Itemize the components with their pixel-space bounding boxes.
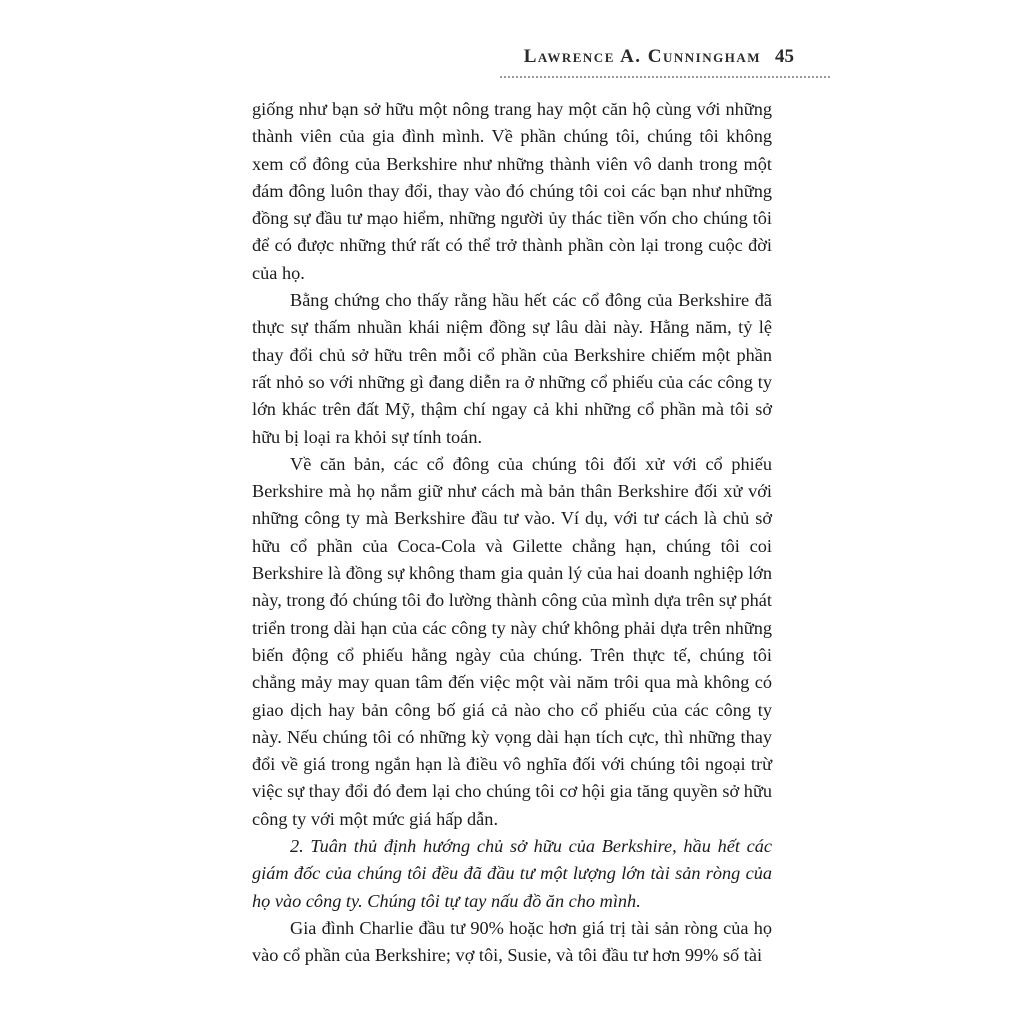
- paragraph-evidence: Bằng chứng cho thấy rằng hầu hết các cổ đông của Berkshire đã thực sự thấm nhuần khái niệm đồng sự lâu dài này. Hằng năm, tỷ lệ thay đổi chủ sở hữu trên mỗi cổ phần của Berkshire chiếm một phần rất nhỏ so với những gì đang diễn ra ở những cổ phiếu của các công ty lớn khác trên đất Mỹ, thậm chí ngay cả khi những cổ phần mà tôi sở hữu bị loại ra khỏi sự tính toán.: [252, 290, 772, 447]
- page-header: [500, 46, 830, 78]
- principle-heading: 2. Tuân thủ định hướng chủ sở hữu của Berkshire, hầu hết các giám đốc của chúng tôi đều đã đầu tư một lượng lớn tài sản ròng của họ vào công ty. Chúng tôi tự tay nấu đồ ăn cho mình.: [252, 836, 772, 911]
- page-number: 45: [775, 46, 794, 67]
- running-head: Lawrence A. Cunningham: [523, 46, 761, 67]
- body-text: [252, 96, 772, 970]
- paragraph-continuation: giống như bạn sở hữu một nông trang hay một căn hộ cùng với những thành viên của gia đình mình. Về phần chúng tôi, chúng tôi không xem cổ đông của Berkshire như những thành viên vô danh trong một đám đông luôn thay đổi, thay vào đó chúng tôi coi các bạn như những đồng sự đầu tư mạo hiểm, những người ủy thác tiền vốn cho chúng tôi để có được những thứ rất có thể trở thành phần còn lại trong cuộc đời của họ.: [252, 99, 772, 283]
- paragraph-fundamentals: Về căn bản, các cổ đông của chúng tôi đối xử với cổ phiếu Berkshire mà họ nắm giữ như cách mà bản thân Berkshire đối xử với những công ty mà Berkshire đầu tư vào. Ví dụ, với tư cách là chủ sở hữu cổ phần của Coca-Cola và Gilette chẳng hạn, chúng tôi coi Berkshire là đồng sự không tham gia quản lý của hai doanh nghiệp lớn này, trong đó chúng tôi đo lường thành công của mình dựa trên sự phát triển trong dài hạn của các công ty này chứ không phải dựa trên những biến động cổ phiếu hằng ngày của chúng. Trên thực tế, chúng tôi chẳng mảy may quan tâm đến việc một vài năm trôi qua mà không có giao dịch hay bản công bố giá cả nào cho cổ phiếu của các công ty này. Nếu chúng tôi có những kỳ vọng dài hạn tích cực, thì những thay đổi về giá trong ngắn hạn là điều vô nghĩa đối với chúng tôi ngoại trừ việc sự thay đổi đó đem lại cho chúng tôi cơ hội gia tăng quyền sở hữu công ty với một mức giá hấp dẫn.: [252, 453, 772, 829]
- paragraph-investment: Gia đình Charlie đầu tư 90% hoặc hơn giá trị tài sản ròng của họ vào cổ phần của Berkshire; vợ tôi, Susie, và tôi đầu tư hơn 99% số tài: [252, 917, 772, 966]
